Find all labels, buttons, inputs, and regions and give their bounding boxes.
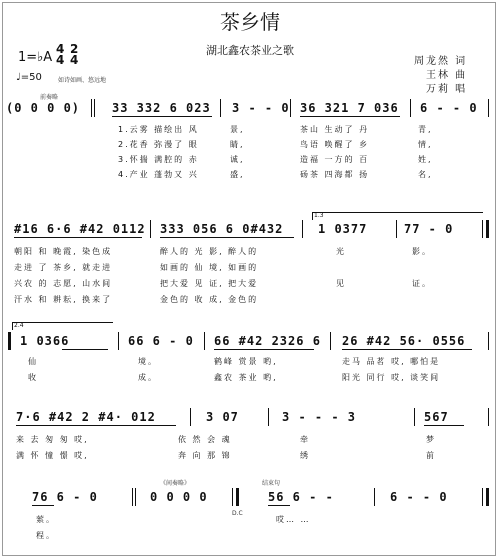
s4-measure-2: 3 07 xyxy=(206,410,239,424)
s1-v4-b: 盛, xyxy=(230,170,245,179)
s4-v1-d: 梦 xyxy=(426,435,436,444)
s4-v2-b: 奔 向 那 锦 xyxy=(178,451,232,460)
s3-v2-d: 阳光 同行 哎, 谈笑间 xyxy=(342,373,441,382)
s1-v3-b: 诚, xyxy=(230,155,245,164)
interlude-label: 《间奏略》 xyxy=(160,480,191,487)
time-signature-2: 2 4 xyxy=(70,42,79,67)
singer-credit: 万莉 唱 xyxy=(426,84,468,95)
tempo-mark: ♩=50 xyxy=(16,72,42,83)
s3-v1-d: 走马 品茗 哎, 哪怕是 xyxy=(342,357,441,366)
s4-measure-3: 3 - - - 3 xyxy=(282,410,357,424)
s3-measure-1: 1 0366 xyxy=(20,334,70,348)
lyricist-credit: 周龙然 词 xyxy=(414,56,468,67)
s2-v4-b: 金色的 收 成, 金色的 xyxy=(160,295,259,304)
s5-measure-4: 6 - - 0 xyxy=(390,490,448,504)
s5-measure-2: 0 0 0 0 xyxy=(150,490,208,504)
s1-v1-b: 景, xyxy=(230,125,245,134)
song-title: 茶乡情 xyxy=(220,10,280,34)
s2-v3-b: 把大爱 见 证, 把大爱 xyxy=(160,279,259,288)
s1-v4-c: 砀茶 四海都 扬 xyxy=(300,170,370,179)
s2-v4-a: 汗水 和 耕耘, 换来了 xyxy=(14,295,113,304)
s2-measure-4: 77 - 0 xyxy=(404,222,454,236)
s1-v3-d: 姓, xyxy=(418,155,433,164)
s4-v1-c: 牵 xyxy=(300,435,310,444)
s1-v1-c: 茶山 生动了 丹 xyxy=(300,125,370,134)
s3-v1-a: 仙 xyxy=(28,357,38,366)
s4-v2-d: 前 xyxy=(426,451,436,460)
volta-2-4: 2.4 xyxy=(14,322,24,329)
s1-measure-2: 3 - - 0 xyxy=(232,101,290,115)
s4-v1-b: 依 然 会 魂 xyxy=(178,435,232,444)
s1-v2-d: 情, xyxy=(418,140,433,149)
s5-measure-1: 76 6 - 0 xyxy=(32,490,98,504)
prelude-label: 前奏略 xyxy=(40,94,59,101)
s2-measure-1: #16 6·6 #42 0112 xyxy=(14,222,146,236)
s5-v1-a: 萦。 xyxy=(36,515,56,524)
time-signature-1: 4 4 xyxy=(56,42,65,67)
s1-measure-1: 33 332 6 023 xyxy=(112,101,211,115)
song-subtitle: 湖北鑫农茶业之歌 xyxy=(206,44,294,57)
s4-measure-1: 7·6 #42 2 #4· 012 xyxy=(16,410,156,424)
s1-v2-b: 睛, xyxy=(230,140,245,149)
s2-v2-a: 走进 了 茶乡, 就走进 xyxy=(14,263,113,272)
s1-v3-a: 3.怀揣 满腔的 赤 xyxy=(118,155,199,164)
expression-mark: 如诗如画、悠远地 xyxy=(58,77,107,84)
s1-v3-c: 造福 一方的 百 xyxy=(300,155,370,164)
da-capo-mark: D.C xyxy=(232,510,243,517)
key-signature: 1=♭A xyxy=(18,50,53,65)
s3-v1-b: 境。 xyxy=(138,357,158,366)
s2-measure-2: 333 056 6 0#432 xyxy=(160,222,284,236)
s1-v2-c: 鸟语 唤醒了 乡 xyxy=(300,140,370,149)
coda-label: 结束句 xyxy=(262,480,281,487)
s3-v2-a: 收 xyxy=(28,373,38,382)
prelude-rests: (0 0 0 0) xyxy=(6,101,81,115)
s3-measure-4: 26 #42 56· 0556 xyxy=(342,334,466,348)
s1-v2-a: 2.花香 弥漫了 眼 xyxy=(118,140,199,149)
s5-v1-c: 哎… … xyxy=(276,515,311,524)
s2-v1-d: 影。 xyxy=(412,247,432,256)
s5-v2-a: 程。 xyxy=(36,531,56,540)
s1-v1-a: 1.云雾 描绘出 风 xyxy=(118,125,199,134)
s4-v2-a: 满 怀 憧 憬 哎, xyxy=(16,451,89,460)
s5-measure-3: 56 6 - - xyxy=(268,490,334,504)
s4-v1-a: 来 去 匆 匆 哎, xyxy=(16,435,89,444)
s1-v4-a: 4.产业 蓬勃又 兴 xyxy=(118,170,199,179)
s2-v2-b: 如画的 仙 境, 如画的 xyxy=(160,263,259,272)
s2-v3-c: 见 xyxy=(336,279,346,288)
s2-measure-3: 1 0377 xyxy=(318,222,368,236)
s3-v2-c: 鑫农 茶业 哟, xyxy=(214,373,278,382)
volta-1-3: 1.3 xyxy=(314,212,324,219)
s1-measure-4: 6 - - 0 xyxy=(420,101,478,115)
s1-v1-d: 青, xyxy=(418,125,433,134)
s2-v3-a: 兴农 的 志愿, 山水间 xyxy=(14,279,113,288)
s2-v3-d: 证。 xyxy=(412,279,432,288)
s3-v1-c: 鹤峰 赏景 哟, xyxy=(214,357,278,366)
s3-v2-b: 成。 xyxy=(138,373,158,382)
s2-v1-b: 醉人的 光 影, 醉人的 xyxy=(160,247,259,256)
s2-v1-a: 朝阳 和 晚霞, 染色成 xyxy=(14,247,113,256)
s3-measure-3: 66 #42 2326 6 xyxy=(214,334,321,348)
s2-v1-c: 光 xyxy=(336,247,346,256)
s1-measure-3: 36 321 7 036 xyxy=(300,101,399,115)
s4-measure-4: 567 xyxy=(424,410,449,424)
s3-measure-2: 66 6 - 0 xyxy=(128,334,194,348)
composer-credit: 王林 曲 xyxy=(426,70,468,81)
s1-v4-d: 名, xyxy=(418,170,433,179)
s4-v2-c: 绣 xyxy=(300,451,310,460)
